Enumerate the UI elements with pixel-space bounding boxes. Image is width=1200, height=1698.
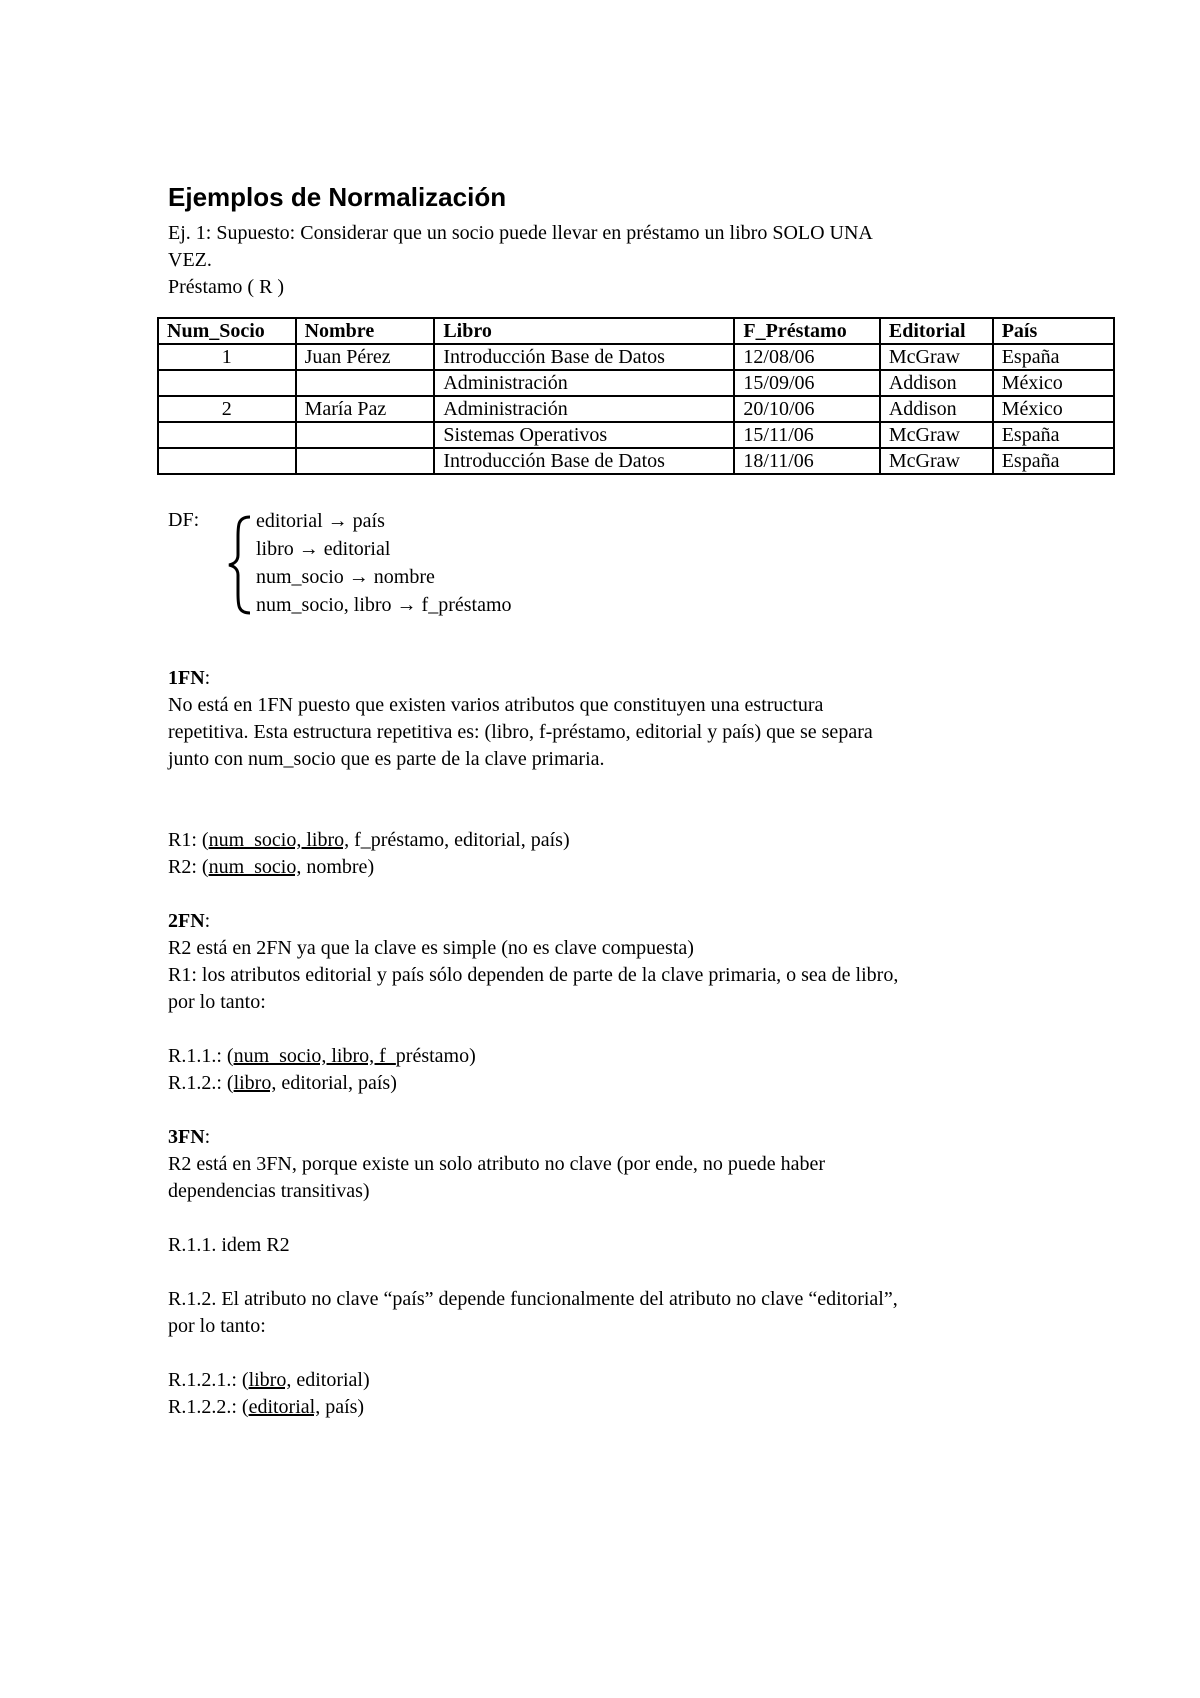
table-cell: México bbox=[993, 370, 1114, 396]
table-cell: 12/08/06 bbox=[734, 344, 879, 370]
table-row bbox=[158, 344, 1114, 370]
table-cell bbox=[296, 422, 435, 448]
table-cell: María Paz bbox=[296, 396, 435, 422]
primary-key: num_socio, bbox=[208, 856, 302, 878]
fn3-text: R2 está en 3FN, porque existe un solo atributo no clave (por ende, no puede haber bbox=[168, 1153, 826, 1175]
df-item: num_socio → nombre bbox=[256, 566, 435, 588]
table-cell bbox=[158, 422, 296, 448]
table-header-row bbox=[158, 318, 1114, 344]
loan-table bbox=[157, 317, 1115, 475]
table-cell bbox=[158, 448, 296, 474]
table-cell bbox=[158, 370, 296, 396]
fn1-text: junto con num_socio que es parte de la clave primaria. bbox=[168, 748, 605, 770]
df-item: libro → editorial bbox=[256, 538, 391, 560]
relation-r2: R2: (num_socio, nombre) bbox=[168, 856, 375, 878]
table-cell: Administración bbox=[434, 396, 734, 422]
header-nombre: Nombre bbox=[296, 318, 435, 344]
table-cell bbox=[296, 370, 435, 396]
fn1-heading: 1FN: bbox=[168, 667, 211, 689]
table-cell: Addison bbox=[880, 370, 993, 396]
table-cell: España bbox=[993, 344, 1114, 370]
table-cell: Addison bbox=[880, 396, 993, 422]
table-cell: Introducción Base de Datos bbox=[434, 344, 734, 370]
fn2-text: R2 está en 2FN ya que la clave es simple (no es clave compuesta) bbox=[168, 937, 694, 959]
fn2-text: por lo tanto: bbox=[168, 991, 266, 1013]
primary-key: editorial, bbox=[248, 1396, 321, 1418]
fn3-heading: 3FN: bbox=[168, 1126, 211, 1148]
intro-line-2: VEZ. bbox=[168, 249, 212, 271]
header-pais: País bbox=[993, 318, 1114, 344]
relation-name: Préstamo ( R ) bbox=[168, 276, 285, 298]
table-cell: Administración bbox=[434, 370, 734, 396]
table-row bbox=[158, 370, 1114, 396]
df-item: editorial → país bbox=[256, 510, 385, 532]
table-cell: 20/10/06 bbox=[734, 396, 879, 422]
table-cell: McGraw bbox=[880, 344, 993, 370]
relation-r12: R.1.2.: (libro, editorial, país) bbox=[168, 1072, 397, 1094]
fn1-text: repetitiva. Esta estructura repetitiva es: (libro, f-préstamo, editorial y país) que se separa bbox=[168, 721, 873, 743]
primary-key: num_socio, libro, f_ bbox=[233, 1045, 396, 1067]
primary-key: libro, bbox=[248, 1369, 292, 1391]
primary-key: libro, bbox=[233, 1072, 277, 1094]
table-cell: Introducción Base de Datos bbox=[434, 448, 734, 474]
intro-line-1: Ej. 1: Supuesto: Considerar que un socio puede llevar en préstamo un libro SOLO UNA bbox=[168, 222, 873, 244]
df-item: num_socio, libro → f_préstamo bbox=[256, 594, 512, 616]
table-cell: Sistemas Operativos bbox=[434, 422, 734, 448]
header-f-prestamo: F_Préstamo bbox=[734, 318, 879, 344]
document-title: Ejemplos de Normalización bbox=[168, 182, 507, 212]
table-row bbox=[158, 448, 1114, 474]
fn1-text: No está en 1FN puesto que existen varios atributos que constituyen una estructura bbox=[168, 694, 824, 716]
table-row bbox=[158, 422, 1114, 448]
table-cell: España bbox=[993, 448, 1114, 474]
relation-r121: R.1.2.1.: (libro, editorial) bbox=[168, 1369, 370, 1391]
fn3-r11: R.1.1. idem R2 bbox=[168, 1234, 290, 1256]
table-cell: 15/09/06 bbox=[734, 370, 879, 396]
table-cell: McGraw bbox=[880, 422, 993, 448]
table-cell bbox=[296, 448, 435, 474]
table-cell: 15/11/06 bbox=[734, 422, 879, 448]
fn3-r12-text: R.1.2. El atributo no clave “país” depende funcionalmente del atributo no clave “editorial”, bbox=[168, 1288, 898, 1310]
header-libro: Libro bbox=[434, 318, 734, 344]
table-cell: Juan Pérez bbox=[296, 344, 435, 370]
curly-brace-icon bbox=[226, 515, 254, 615]
table-cell: 2 bbox=[158, 396, 296, 422]
df-list bbox=[256, 507, 512, 619]
table-cell: España bbox=[993, 422, 1114, 448]
fn2-heading: 2FN: bbox=[168, 910, 211, 932]
header-num-socio: Num_Socio bbox=[158, 318, 296, 344]
fn3-r12-text: por lo tanto: bbox=[168, 1315, 266, 1337]
df-label: DF: bbox=[168, 509, 200, 531]
relation-r11: R.1.1.: (num_socio, libro, f_préstamo) bbox=[168, 1045, 476, 1067]
table-cell: México bbox=[993, 396, 1114, 422]
fn3-text: dependencias transitivas) bbox=[168, 1180, 370, 1202]
document-page bbox=[168, 180, 1108, 1421]
relation-r1: R1: (num_socio, libro, f_préstamo, editorial, país) bbox=[168, 829, 570, 851]
primary-key: num_socio, libro, bbox=[208, 829, 350, 851]
relation-r122: R.1.2.2.: (editorial, país) bbox=[168, 1396, 365, 1418]
table-cell: 18/11/06 bbox=[734, 448, 879, 474]
table-cell: 1 bbox=[158, 344, 296, 370]
header-editorial: Editorial bbox=[880, 318, 993, 344]
table-cell: McGraw bbox=[880, 448, 993, 474]
functional-dependencies bbox=[168, 501, 1108, 616]
table-row bbox=[158, 396, 1114, 422]
fn2-text: R1: los atributos editorial y país sólo dependen de parte de la clave primaria, o sea de libro, bbox=[168, 964, 899, 986]
